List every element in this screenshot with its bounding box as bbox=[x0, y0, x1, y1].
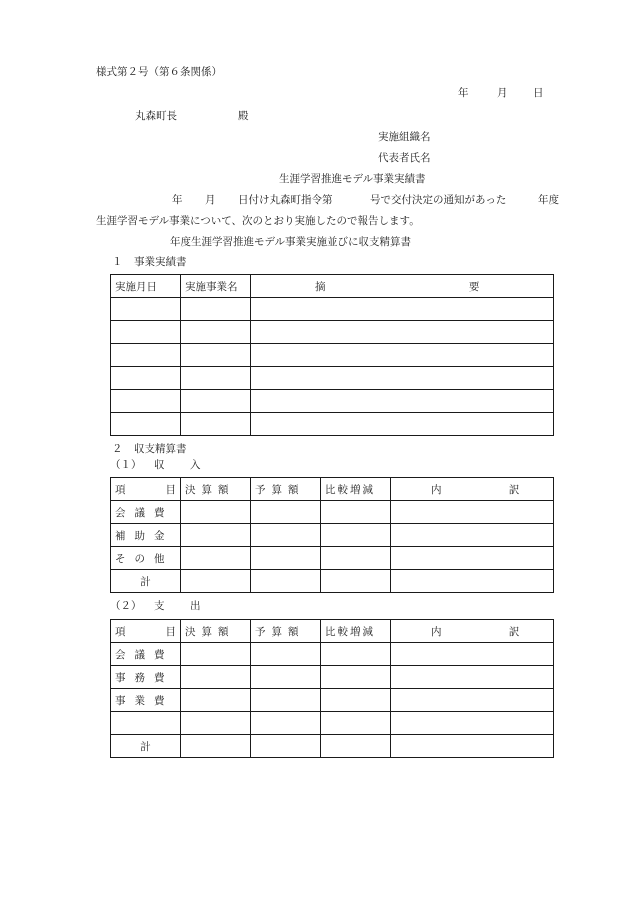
cell-settled[interactable] bbox=[181, 501, 251, 524]
expense-table bbox=[110, 619, 554, 758]
header-detail-a: 内 bbox=[431, 625, 442, 638]
row-label: 会議費 bbox=[111, 643, 181, 666]
cell-name[interactable] bbox=[181, 298, 251, 321]
table-row bbox=[111, 298, 554, 321]
table-row bbox=[111, 712, 554, 735]
date-year: 年 bbox=[458, 87, 469, 99]
income-heading-a: 収 bbox=[154, 459, 165, 471]
row-label: 事務費 bbox=[111, 666, 181, 689]
header-item-b: 目 bbox=[165, 483, 176, 496]
header-item-b: 目 bbox=[165, 625, 176, 638]
income-number: （１） bbox=[110, 459, 142, 471]
cell-settled[interactable] bbox=[181, 689, 251, 712]
expense-heading-a: 支 bbox=[154, 600, 165, 612]
cell-detail[interactable] bbox=[391, 524, 554, 547]
body-line2: 生涯学習モデル事業について、次のとおり実施したので報告します。 bbox=[96, 215, 420, 227]
header-detail-b: 訳 bbox=[508, 625, 520, 638]
cell-date[interactable] bbox=[111, 344, 181, 367]
expense-heading-b: 出 bbox=[190, 600, 201, 612]
total-label: 計 bbox=[111, 570, 181, 593]
row-label: 補助金 bbox=[111, 524, 181, 547]
form-number: 様式第２号（第６条関係） bbox=[96, 66, 222, 78]
cell-detail[interactable] bbox=[391, 712, 554, 735]
table-row bbox=[111, 547, 554, 570]
header-summary-a: 摘 bbox=[315, 280, 326, 293]
cell-summary[interactable] bbox=[251, 298, 554, 321]
cell-detail[interactable] bbox=[391, 666, 554, 689]
header-settled: 決算額 bbox=[181, 478, 251, 501]
cell-diff[interactable] bbox=[321, 712, 391, 735]
table-row bbox=[111, 413, 554, 436]
income-header-row bbox=[111, 478, 554, 501]
table-header-row bbox=[111, 275, 554, 298]
total-label: 計 bbox=[111, 735, 181, 758]
cell-budget[interactable] bbox=[251, 524, 321, 547]
cell-settled[interactable] bbox=[181, 570, 251, 593]
cell-diff[interactable] bbox=[321, 570, 391, 593]
org-name-label: 実施組織名 bbox=[378, 131, 431, 143]
total-row bbox=[111, 570, 554, 593]
cell-diff[interactable] bbox=[321, 524, 391, 547]
table-row bbox=[111, 367, 554, 390]
section1-number: １ bbox=[112, 256, 123, 268]
cell-name[interactable] bbox=[181, 367, 251, 390]
header-detail-b: 訳 bbox=[508, 483, 520, 496]
cell-detail[interactable] bbox=[391, 689, 554, 712]
cell-name[interactable] bbox=[181, 344, 251, 367]
cell-summary[interactable] bbox=[251, 367, 554, 390]
cell-budget[interactable] bbox=[251, 735, 321, 758]
cell-summary[interactable] bbox=[251, 321, 554, 344]
date-month: 月 bbox=[497, 87, 508, 99]
row-label: その他 bbox=[111, 547, 181, 570]
header-diff: 比較増減 bbox=[321, 620, 391, 643]
header-diff: 比較増減 bbox=[321, 478, 391, 501]
cell-detail[interactable] bbox=[391, 547, 554, 570]
body-month: 月 bbox=[205, 194, 216, 206]
header-item-a: 項 bbox=[115, 483, 126, 496]
business-results-table bbox=[110, 274, 554, 436]
table-row bbox=[111, 321, 554, 344]
cell-detail[interactable] bbox=[391, 570, 554, 593]
header-item bbox=[111, 620, 181, 643]
cell-name[interactable] bbox=[181, 321, 251, 344]
cell-settled[interactable] bbox=[181, 643, 251, 666]
body-fiscal-year: 年度 bbox=[538, 194, 559, 206]
header-budget: 予算額 bbox=[251, 478, 321, 501]
row-label: 会議費 bbox=[111, 501, 181, 524]
cell-detail[interactable] bbox=[391, 501, 554, 524]
header-summary bbox=[251, 275, 554, 298]
row-label: 事業費 bbox=[111, 689, 181, 712]
page-title: 生涯学習推進モデル事業実績書 bbox=[279, 173, 426, 185]
row-label[interactable] bbox=[111, 712, 181, 735]
table-row bbox=[111, 643, 554, 666]
cell-budget[interactable] bbox=[251, 501, 321, 524]
header-item-a: 項 bbox=[115, 625, 126, 638]
cell-summary[interactable] bbox=[251, 413, 554, 436]
cell-budget[interactable] bbox=[251, 666, 321, 689]
table-row bbox=[111, 344, 554, 367]
rep-name-label: 代表者氏名 bbox=[378, 152, 431, 164]
header-summary-b: 要 bbox=[468, 280, 480, 293]
income-table bbox=[110, 477, 554, 593]
cell-settled[interactable] bbox=[181, 712, 251, 735]
cell-diff[interactable] bbox=[321, 735, 391, 758]
section2-heading: 収支精算書 bbox=[134, 443, 187, 455]
cell-budget[interactable] bbox=[251, 712, 321, 735]
date-day: 日 bbox=[533, 87, 544, 99]
cell-budget[interactable] bbox=[251, 643, 321, 666]
header-name: 実施事業名 bbox=[181, 275, 251, 298]
cell-diff[interactable] bbox=[321, 666, 391, 689]
addressee-name: 丸森町長 bbox=[135, 110, 177, 122]
section2-number: ２ bbox=[112, 443, 123, 455]
cell-settled[interactable] bbox=[181, 547, 251, 570]
table-row bbox=[111, 390, 554, 413]
subtitle: 年度生涯学習推進モデル事業実施並びに収支精算書 bbox=[170, 236, 411, 248]
header-date: 実施月日 bbox=[111, 275, 181, 298]
header-detail bbox=[391, 478, 554, 501]
cell-date[interactable] bbox=[111, 367, 181, 390]
total-row bbox=[111, 735, 554, 758]
expense-number: （２） bbox=[110, 600, 142, 612]
table-row bbox=[111, 501, 554, 524]
cell-name[interactable] bbox=[181, 413, 251, 436]
header-detail bbox=[391, 620, 554, 643]
cell-settled[interactable] bbox=[181, 524, 251, 547]
addressee-honorific: 殿 bbox=[238, 110, 249, 122]
cell-budget[interactable] bbox=[251, 689, 321, 712]
table-row bbox=[111, 524, 554, 547]
cell-name[interactable] bbox=[181, 390, 251, 413]
cell-budget[interactable] bbox=[251, 547, 321, 570]
header-item bbox=[111, 478, 181, 501]
cell-settled[interactable] bbox=[181, 735, 251, 758]
cell-detail[interactable] bbox=[391, 643, 554, 666]
expense-header-row bbox=[111, 620, 554, 643]
cell-summary[interactable] bbox=[251, 344, 554, 367]
table-row bbox=[111, 666, 554, 689]
cell-diff[interactable] bbox=[321, 547, 391, 570]
header-budget: 予算額 bbox=[251, 620, 321, 643]
cell-date[interactable] bbox=[111, 321, 181, 344]
cell-detail[interactable] bbox=[391, 735, 554, 758]
cell-summary[interactable] bbox=[251, 390, 554, 413]
cell-diff[interactable] bbox=[321, 501, 391, 524]
cell-budget[interactable] bbox=[251, 570, 321, 593]
cell-date[interactable] bbox=[111, 413, 181, 436]
cell-diff[interactable] bbox=[321, 643, 391, 666]
cell-diff[interactable] bbox=[321, 689, 391, 712]
cell-date[interactable] bbox=[111, 298, 181, 321]
body-notice: 号で交付決定の通知があった bbox=[370, 194, 507, 206]
header-settled: 決算額 bbox=[181, 620, 251, 643]
cell-date[interactable] bbox=[111, 390, 181, 413]
table-row bbox=[111, 689, 554, 712]
header-detail-a: 内 bbox=[431, 483, 442, 496]
cell-settled[interactable] bbox=[181, 666, 251, 689]
body-year: 年 bbox=[172, 194, 183, 206]
body-order: 日付け丸森町指令第 bbox=[238, 194, 333, 206]
section1-heading: 事業実績書 bbox=[134, 256, 187, 268]
income-heading-b: 入 bbox=[190, 459, 201, 471]
